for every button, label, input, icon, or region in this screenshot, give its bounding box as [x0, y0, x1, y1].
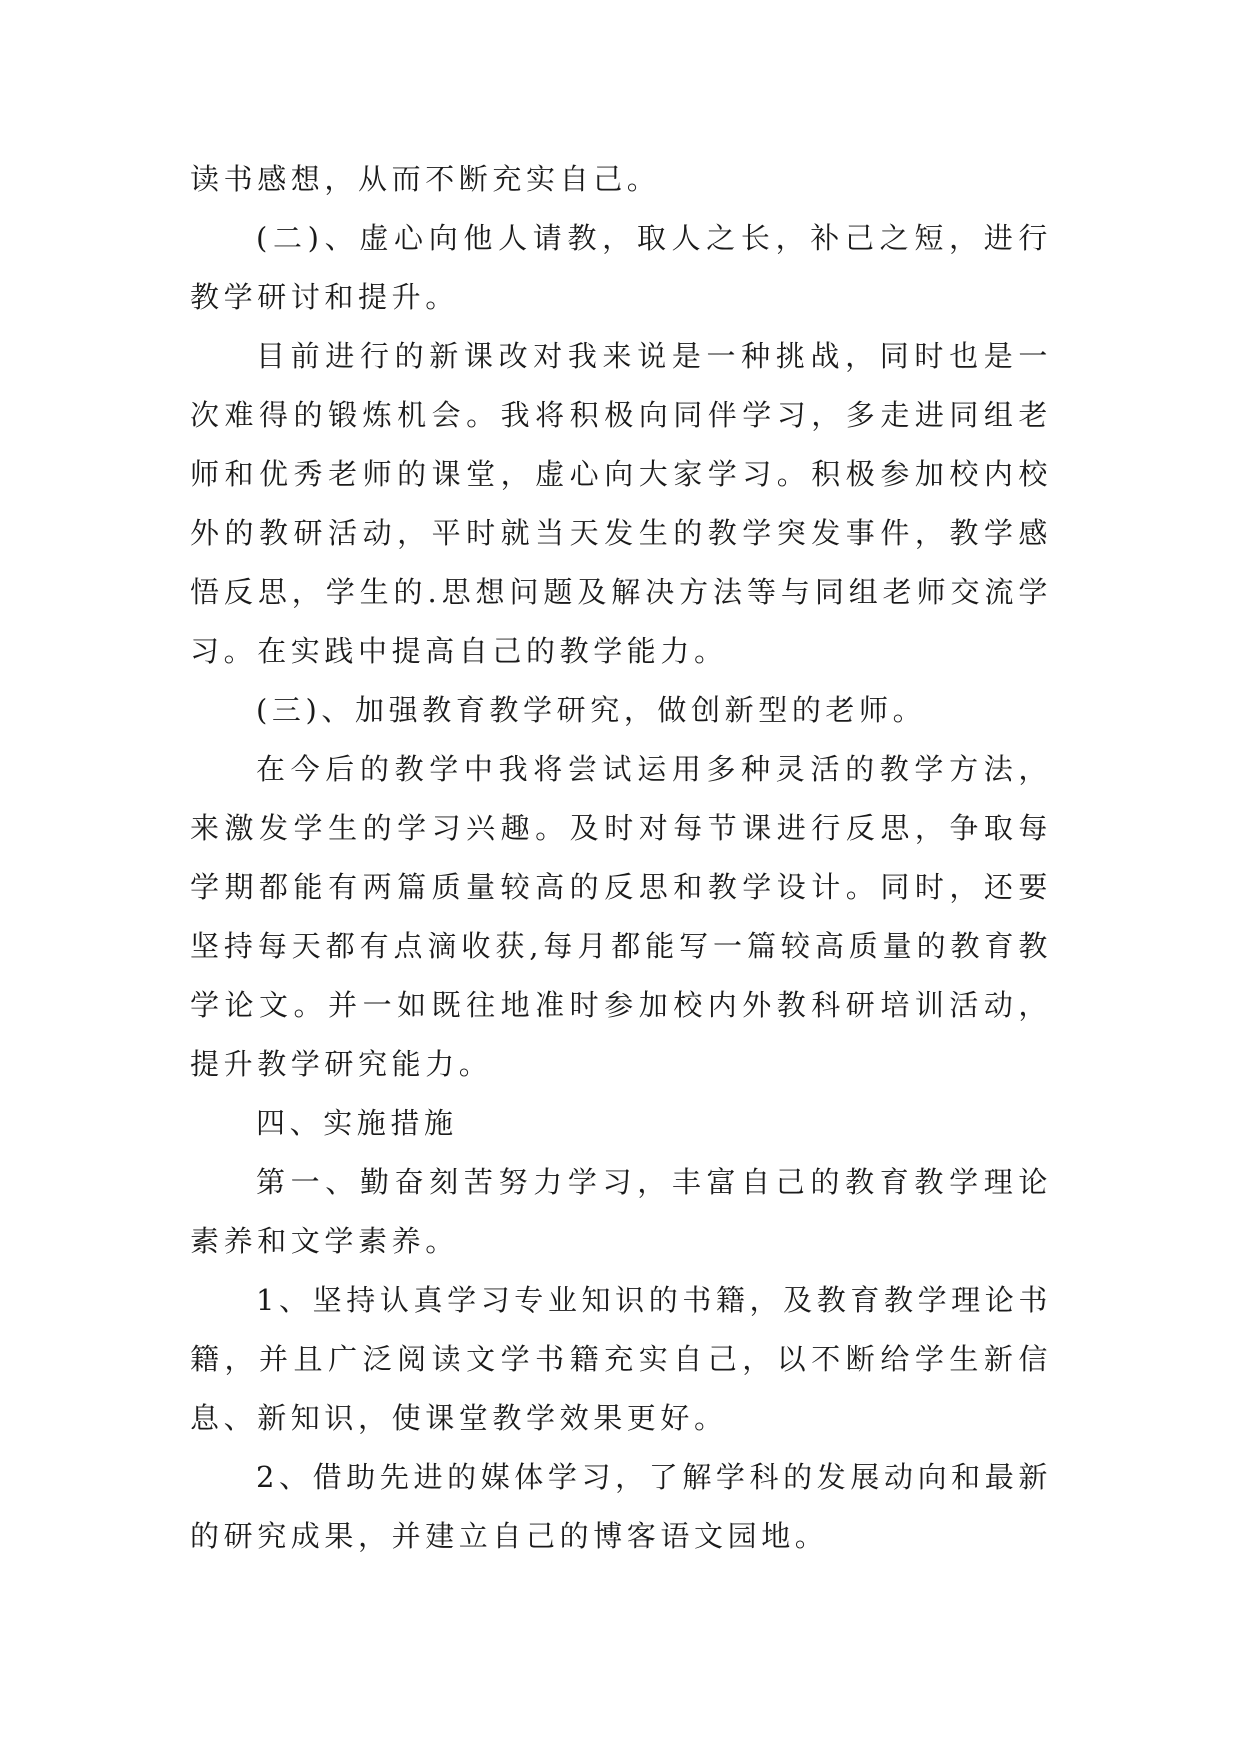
heading-two: (二)、虚心向他人请教，取人之长，补己之短，进行教学研讨和提升。	[190, 221, 1052, 314]
paragraph-peer-learning: 目前进行的新课改对我来说是一种挑战，同时也是一次难得的锻炼机会。我将积极向同伴学习，多走进同组老师和优秀老师的课堂，虚心向大家学习。积极参加校内校外的教研活动，平时就当天发生的教学突发事件，教学感悟反思，学生的.思想问题及解决方法等与同组老师交流学习。在实践中提高自己的教学能力。	[190, 339, 1052, 668]
paragraph-continuation: 读书感想，从而不断充实自己。	[190, 162, 661, 196]
heading-first-measure: 第一、勤奋刻苦努力学习，丰富自己的教育教学理论素养和文学素养。	[190, 1165, 1052, 1258]
list-item-two: 2、借助先进的媒体学习，了解学科的发展动向和最新的研究成果，并建立自己的博客语文园地。	[190, 1460, 1052, 1553]
list-item-one: 1、坚持认真学习专业知识的书籍，及教育教学理论书籍，并且广泛阅读文学书籍充实自己，以不断给学生新信息、新知识，使课堂教学效果更好。	[190, 1283, 1052, 1435]
heading-measures: 四、实施措施	[256, 1106, 458, 1140]
heading-three: (三)、加强教育教学研究，做创新型的老师。	[256, 693, 927, 727]
document-body	[190, 150, 1052, 1566]
paragraph-teaching-research: 在今后的教学中我将尝试运用多种灵活的教学方法，来激发学生的学习兴趣。及时对每节课进行反思，争取每学期都能有两篇质量较高的反思和教学设计。同时，还要坚持每天都有点滴收获,每月都能写一篇较高质量的教育教学论文。并一如既往地准时参加校内外教科研培训活动，提升教学研究能力。	[190, 752, 1052, 1081]
